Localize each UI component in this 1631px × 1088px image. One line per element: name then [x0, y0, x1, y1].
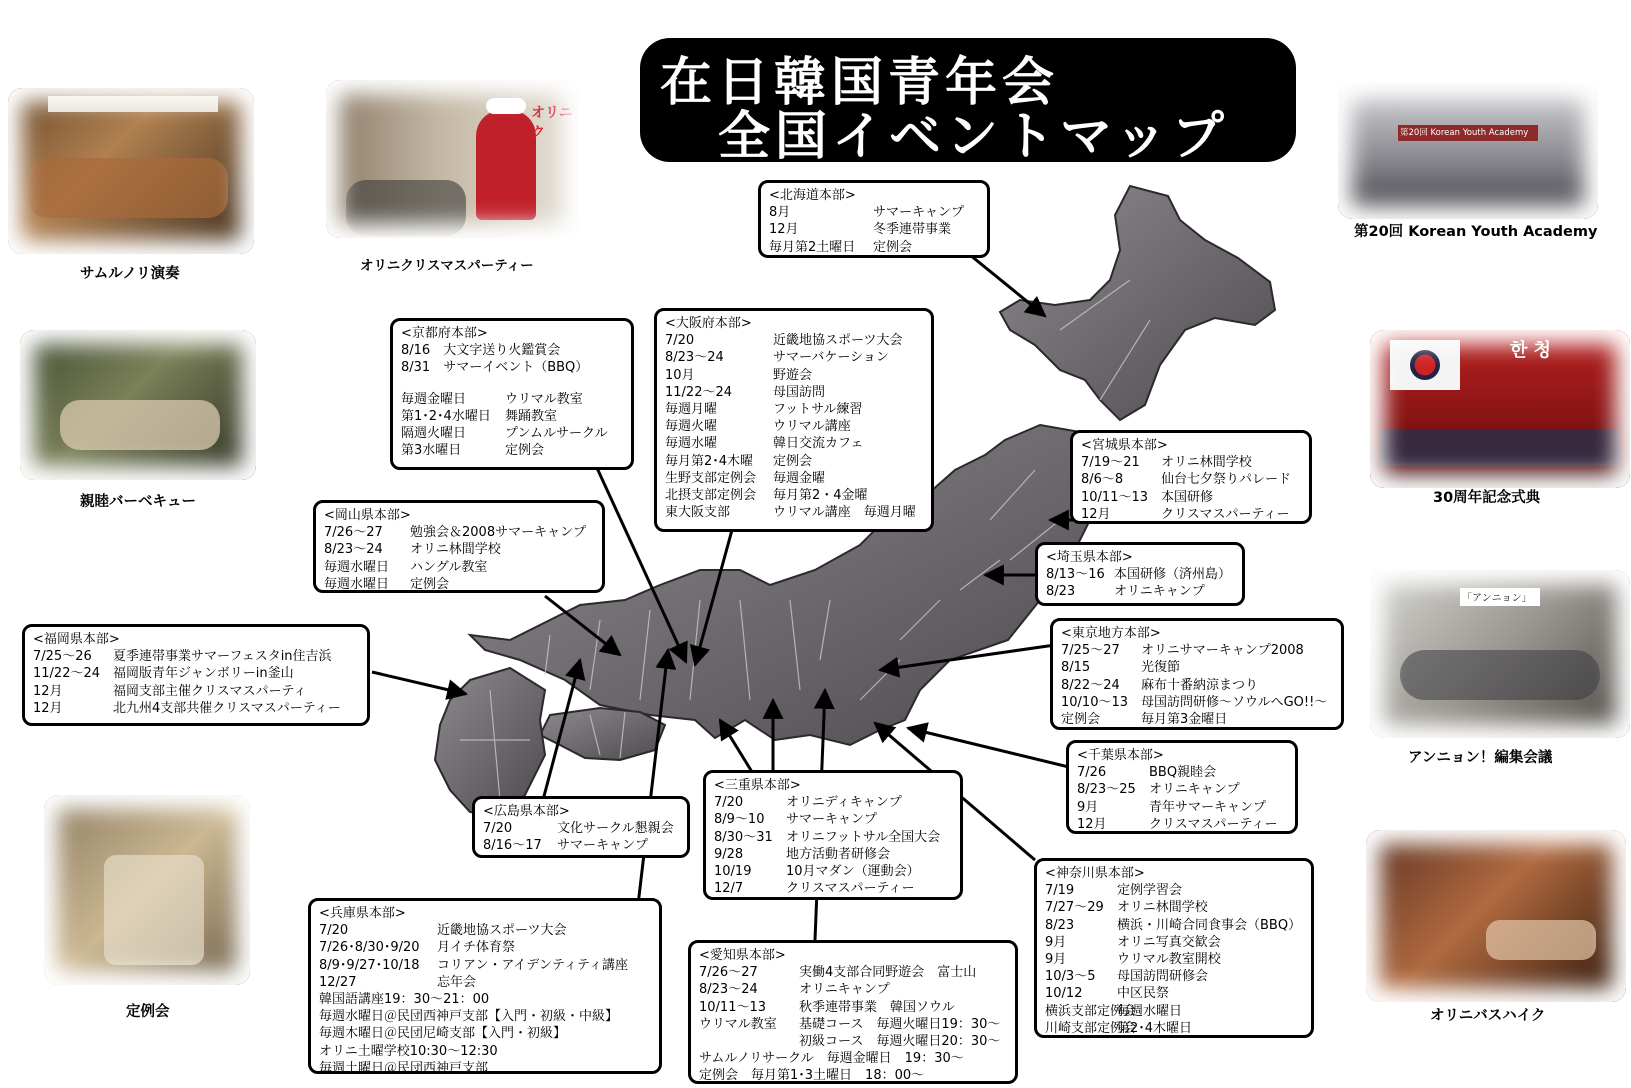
event-name: 10月マダン（運動会） [786, 864, 920, 880]
event-name: コリアン・アイデンティティ講座 [437, 957, 628, 973]
event-row [699, 964, 1007, 981]
region-header-osaka: <大阪府本部> [665, 316, 752, 331]
event-name: 文化サークル懇親会 [557, 821, 674, 837]
event-date: 第3水曜日 [401, 443, 462, 459]
event-date: 7/27～29 [1045, 900, 1104, 916]
caption-teireikai: 定例会 [126, 1004, 170, 1020]
event-date: 東大阪支部 [665, 505, 731, 521]
event-date: 12月 [33, 700, 63, 716]
event-row [319, 991, 651, 1008]
event-row [714, 811, 952, 828]
event-date: 北摂支部定例会 [665, 488, 757, 504]
event-name: 毎月第2・4金曜 [773, 488, 868, 504]
event-row [1045, 1020, 1303, 1037]
event-row [1077, 764, 1287, 781]
event-row [401, 408, 623, 425]
region-header-kyoto: <京都府本部> [401, 326, 488, 341]
event-row [699, 1033, 1007, 1050]
event-name: サマーバケーション [773, 350, 889, 366]
event-row [714, 829, 952, 846]
event-name: オリニキャンプ [1114, 584, 1205, 600]
event-date: 毎週水曜日＠民団西神戸支部【入門・初級・中級】 [319, 1009, 619, 1025]
event-row [714, 863, 952, 880]
event-date: 毎週水曜日 [324, 576, 390, 592]
event-date: 11/22～24 [33, 666, 101, 682]
event-date: 毎週月曜 [665, 402, 718, 418]
region-box-osaka [654, 308, 934, 532]
event-date [699, 1033, 799, 1050]
event-row [1045, 1003, 1303, 1020]
event-name: 麻布十番納涼まつり [1141, 677, 1259, 693]
event-name: ウリマル講座 [773, 419, 851, 435]
event-date: 9月 [1077, 799, 1099, 815]
region-box-miyagi [1070, 430, 1312, 524]
event-name: クリスマスパーティー [786, 881, 915, 897]
event-name: 定例学習会 [1117, 883, 1183, 899]
event-row [401, 425, 623, 442]
event-name: 福岡版青年ジャンボリーin釜山 [113, 666, 294, 682]
region-header-fukuoka: <福岡県本部> [33, 632, 120, 647]
event-date: 8/23 [1045, 917, 1075, 933]
event-row [665, 453, 923, 470]
event-row [699, 1067, 1007, 1084]
event-row [1045, 951, 1303, 968]
event-row [714, 846, 952, 863]
event-date: 8/23～25 [1077, 782, 1136, 798]
event-date: 9/28 [714, 846, 744, 862]
event-date: オリニ土曜学校10:30～12:30 [319, 1043, 498, 1059]
region-box-hiroshima [472, 796, 690, 858]
event-name: 定例会 [410, 576, 450, 592]
event-date: 10/10～13 [1061, 694, 1129, 710]
region-header-hiroshima: <広島県本部> [483, 804, 570, 819]
event-name: 光復節 [1141, 660, 1181, 676]
event-date: サムルノリサークル 毎週金曜日 19：30～ [699, 1051, 964, 1067]
caption-christmas: オリニクリスマスパーティー [360, 258, 534, 274]
event-name: 仙台七夕祭りパレード [1161, 472, 1292, 488]
region-header-kanagawa: <神奈川県本部> [1045, 866, 1145, 881]
event-name: 近畿地協スポーツ大会 [437, 923, 567, 939]
event-name: 冬季連帯事業 [873, 222, 952, 238]
caption-busbike: オリニバスハイク [1430, 1008, 1546, 1024]
event-row [665, 401, 923, 418]
event-name: 母国訪問 [773, 384, 826, 400]
event-date: 8/15 [1061, 660, 1091, 676]
region-header-tokyo: <東京地方本部> [1061, 626, 1161, 641]
event-date: 7/26 [1077, 765, 1107, 781]
event-row [714, 880, 952, 897]
event-date: 8/23～24 [699, 982, 758, 998]
event-row [319, 957, 651, 974]
photo-samulnori [8, 88, 254, 254]
event-row [1061, 711, 1333, 728]
event-row [1045, 985, 1303, 1002]
event-date: 毎月第2土曜日 [769, 239, 856, 255]
event-date: 8/16 大文字送り火鑑賞会 [401, 343, 561, 359]
event-date: 7/20 [319, 923, 349, 939]
region-box-kyoto [390, 318, 634, 470]
event-name: ハングル教室 [410, 559, 488, 575]
event-name: 毎月第3金曜日 [1141, 712, 1228, 728]
event-row [699, 1016, 1007, 1033]
region-box-saitama [1035, 542, 1245, 606]
event-date: 12/27 [319, 974, 357, 990]
event-name: 地方活動者研修会 [786, 846, 891, 862]
event-date: 12月 [1081, 506, 1111, 522]
event-name: 夏季連帯事業サマーフェスタin住吉浜 [113, 649, 332, 665]
event-name: 月イチ体育祭 [437, 940, 516, 956]
region-box-chiba [1066, 740, 1298, 834]
event-name: 横浜・川崎合同食事会（BBQ） [1117, 917, 1302, 933]
event-name: 韓日交流カフェ [773, 436, 864, 452]
title-line-2: 全国イベントマップ [718, 107, 1229, 167]
event-row [33, 665, 359, 682]
event-date: 毎週木曜日＠民団尼崎支部【入門・初級】 [319, 1026, 567, 1042]
event-row [699, 999, 1007, 1016]
event-name: 定例会 [773, 453, 813, 469]
event-row [319, 1060, 651, 1077]
photo-teireikai [44, 795, 250, 985]
event-date: 隔週火曜日 [401, 426, 467, 442]
event-row [769, 239, 979, 256]
event-name: サマーキャンプ [873, 205, 965, 221]
region-box-fukuoka [22, 624, 370, 726]
event-row [319, 1008, 651, 1025]
photo-busbike [1366, 830, 1626, 1002]
photo-kya [1338, 83, 1598, 219]
caption-samulnori: サムルノリ演奏 [80, 266, 180, 282]
region-header-mie: <三重県本部> [714, 778, 801, 793]
event-row [714, 794, 952, 811]
event-date: 10/11～13 [699, 999, 767, 1015]
event-row [1061, 642, 1333, 659]
event-date: 毎週水曜日 [324, 559, 390, 575]
event-name: オリニ林間学校 [1117, 900, 1208, 916]
event-name: 第2･4木曜日 [1117, 1020, 1193, 1036]
event-name: オリニディキャンプ [786, 795, 902, 811]
event-name: オリニ林間学校 [410, 542, 501, 558]
event-name: 母国訪問研修会 [1117, 969, 1209, 985]
event-name: 忘年会 [437, 974, 477, 990]
event-name: 勉強会＆2008サマーキャンプ [410, 525, 587, 541]
event-date: 8/23～24 [324, 542, 383, 558]
event-date: ウリマル教室 [699, 1016, 777, 1032]
region-box-tokyo [1050, 618, 1344, 730]
event-name: 北九州4支部共催クリスマスパーティー [113, 700, 341, 716]
region-box-aichi [688, 940, 1018, 1084]
region-header-hokkaido: <北海道本部> [769, 188, 856, 203]
event-row [1061, 659, 1333, 676]
photo-bbq [20, 330, 256, 480]
photo-anniv30 [1370, 330, 1630, 488]
event-name: オリニキャンプ [1149, 782, 1240, 798]
event-row [1045, 934, 1303, 951]
region-header-chiba: <千葉県本部> [1077, 748, 1164, 763]
event-row [319, 1043, 651, 1060]
event-row [324, 524, 594, 541]
event-row [769, 204, 979, 221]
event-date: 7/19 [1045, 883, 1075, 899]
event-name: ウリマル教室開校 [1117, 952, 1221, 968]
event-name: 福岡支部主催クリスマスパーティ [113, 683, 307, 699]
event-date: 8/23～24 [665, 350, 724, 366]
event-name: オリニ林間学校 [1161, 455, 1252, 471]
region-header-miyagi: <宮城県本部> [1081, 438, 1168, 453]
event-date: 韓国語講座19：30～21：00 [319, 992, 490, 1008]
event-date: 7/19～21 [1081, 455, 1140, 471]
event-row [1045, 917, 1303, 934]
event-name: 初級コース 毎週火曜日20：30～ [799, 1034, 1001, 1050]
annyong-banner-text: 「アンニョン」 [1462, 593, 1532, 604]
event-name: 実働4支部合同野遊会 富士山 [799, 965, 977, 981]
event-row [699, 1050, 1007, 1067]
event-row [1077, 781, 1287, 798]
photo-annyong [1370, 570, 1630, 738]
event-name: 毎週水曜日 [1117, 1003, 1183, 1019]
event-date: 10/19 [714, 864, 752, 880]
event-date: 8/6～8 [1081, 472, 1124, 488]
region-header-okayama: <岡山県本部> [324, 508, 411, 523]
event-date: 第1･2･4水曜日 [401, 408, 491, 424]
event-row [665, 487, 923, 504]
caption-anniv30: 30周年記念式典 [1433, 490, 1541, 506]
event-date: 毎週金曜日 [401, 391, 467, 407]
christmas-banner-text: オリニク [531, 105, 573, 141]
event-row [1061, 677, 1333, 694]
event-date: 11/22～24 [665, 384, 733, 400]
event-date: 8/13～16 [1046, 567, 1105, 583]
event-row [665, 504, 923, 521]
event-row [1081, 471, 1301, 488]
event-row [699, 981, 1007, 998]
event-name: 舞踊教室 [505, 408, 558, 424]
event-row [665, 384, 923, 401]
event-name: オリニキャンプ [799, 982, 890, 998]
event-date: 川崎支部定例会 [1045, 1020, 1137, 1036]
event-date: 8/22～24 [1061, 677, 1120, 693]
event-row [665, 435, 923, 452]
event-row [1081, 506, 1301, 523]
region-box-hokkaido [758, 180, 990, 258]
event-name: 基礎コース 毎週火曜日19：30～ [799, 1016, 1001, 1032]
event-date: 8/23 [1046, 584, 1076, 600]
region-box-okayama [313, 500, 605, 593]
event-name: ウリマル教室 [505, 391, 583, 407]
event-row [319, 974, 651, 991]
event-name: 中区民祭 [1117, 986, 1170, 1002]
event-date: 10/3～5 [1045, 969, 1096, 985]
event-name: 近畿地協スポーツ大会 [773, 333, 903, 349]
region-box-mie [703, 770, 963, 900]
event-date: 12月 [33, 683, 63, 699]
event-row [401, 391, 623, 408]
event-row [665, 349, 923, 366]
event-date: 8/30～31 [714, 829, 773, 845]
shikoku-island [540, 708, 665, 760]
region-spacer [401, 377, 623, 391]
event-row [33, 648, 359, 665]
event-row [401, 442, 623, 459]
event-row [769, 221, 979, 238]
event-row [1081, 489, 1301, 506]
event-row [1081, 454, 1301, 471]
region-box-kanagawa [1034, 858, 1314, 1038]
event-date: 9月 [1045, 952, 1067, 968]
event-row [319, 922, 651, 939]
event-row [1046, 566, 1234, 583]
event-row [1046, 583, 1234, 600]
event-name: 母国訪問研修～ソウルへGO!!～ [1141, 694, 1328, 710]
event-row [665, 470, 923, 487]
event-date: 7/26～27 [324, 525, 383, 541]
event-name: サマーキャンプ [786, 812, 878, 828]
photo-christmas [326, 80, 578, 238]
event-row [1045, 899, 1303, 916]
arrow-chiba [908, 728, 1073, 768]
event-row [33, 683, 359, 700]
event-name: 青年サマーキャンプ [1149, 799, 1267, 815]
event-date: 10月 [665, 367, 695, 383]
event-date: 生野支部定例会 [665, 470, 757, 486]
event-name: フットサル練習 [773, 402, 863, 418]
event-date: 8/9･9/27･10/18 [319, 957, 420, 973]
event-row [324, 541, 594, 558]
event-name: 野遊会 [773, 367, 813, 383]
caption-kya: 第20回 Korean Youth Academy [1354, 224, 1598, 240]
hokkaido-island [1000, 186, 1275, 420]
event-date: 毎月第2･4木曜 [665, 453, 754, 469]
kya-banner-text: 第20回 Korean Youth Academy [1400, 128, 1529, 138]
event-name: オリニ写真交歓会 [1117, 934, 1221, 950]
event-row [1061, 694, 1333, 711]
event-name: プンムルサークル [505, 426, 608, 442]
event-row [483, 837, 679, 854]
event-date: 12月 [1077, 816, 1107, 832]
event-name: クリスマスパーティー [1149, 816, 1278, 832]
event-date: 10/12 [1045, 986, 1083, 1002]
event-date: 7/20 [665, 333, 695, 349]
event-name: 秋季連帯事業 韓国ソウル [799, 999, 955, 1015]
event-row [1045, 882, 1303, 899]
event-row [401, 359, 623, 376]
event-date: 毎週火曜 [665, 419, 718, 435]
event-date: 8/16～17 [483, 838, 542, 854]
event-date: 8/9～10 [714, 812, 765, 828]
region-header-aichi: <愛知県本部> [699, 948, 786, 963]
event-name: 定例会 [505, 443, 545, 459]
event-name: 毎週金曜 [773, 470, 826, 486]
event-date: 7/26･8/30･9/20 [319, 940, 420, 956]
region-header-hyogo: <兵庫県本部> [319, 906, 406, 921]
event-name: 本国研修 [1161, 489, 1214, 505]
event-row [665, 418, 923, 435]
caption-bbq: 親睦バーベキュー [80, 494, 196, 510]
event-row [319, 939, 651, 956]
event-date: 9月 [1045, 934, 1067, 950]
event-row [324, 559, 594, 576]
event-row [324, 576, 594, 593]
event-row [401, 342, 623, 359]
event-row [665, 332, 923, 349]
event-name: ウリマル講座 毎週月曜 [773, 505, 916, 521]
event-row [1077, 799, 1287, 816]
event-name: オリニフットサル全国大会 [786, 829, 941, 845]
event-row [483, 820, 679, 837]
event-date: 7/20 [714, 795, 744, 811]
event-date: 8月 [769, 205, 791, 221]
arrow-fukuoka [372, 672, 466, 694]
event-date: 毎週水曜 [665, 436, 718, 452]
event-name: サマーキャンプ [557, 838, 649, 854]
event-date: 7/25～26 [33, 649, 92, 665]
event-date: 定例会 [1061, 712, 1101, 728]
event-date: 12/7 [714, 881, 744, 897]
region-header-saitama: <埼玉県本部> [1046, 550, 1133, 565]
event-name: オリニサマーキャンプ2008 [1141, 643, 1304, 659]
title-banner [640, 38, 1296, 167]
event-date: 7/20 [483, 821, 513, 837]
event-name: クリスマスパーティー [1161, 506, 1290, 522]
event-date: 7/25～27 [1061, 643, 1120, 659]
event-row [665, 367, 923, 384]
event-date: 8/31 サマーイベント（BBQ） [401, 360, 589, 376]
event-date: 横浜支部定例会 [1045, 1003, 1137, 1019]
event-date: 定例会 毎月第1･3土曜日 18：00～ [699, 1068, 925, 1084]
event-date: 7/26～27 [699, 965, 758, 981]
event-name: BBQ親睦会 [1149, 765, 1217, 781]
anniv30-banner-text: 한 청 [1510, 340, 1552, 361]
event-row [319, 1025, 651, 1042]
event-date: 毎週土曜日＠民団西神戸支部 [319, 1060, 489, 1076]
title-line-1: 在日韓国青年会 [660, 53, 1060, 113]
event-row [33, 700, 359, 717]
event-date: 10/11～13 [1081, 489, 1149, 505]
event-name: 本国研修（済州島） [1114, 567, 1232, 583]
event-date: 12月 [769, 222, 799, 238]
region-box-hyogo [308, 898, 662, 1074]
event-row [1077, 816, 1287, 833]
event-row [1045, 968, 1303, 985]
event-name: 定例会 [873, 239, 913, 255]
caption-annyong: アンニョン！編集会議 [1408, 750, 1553, 766]
